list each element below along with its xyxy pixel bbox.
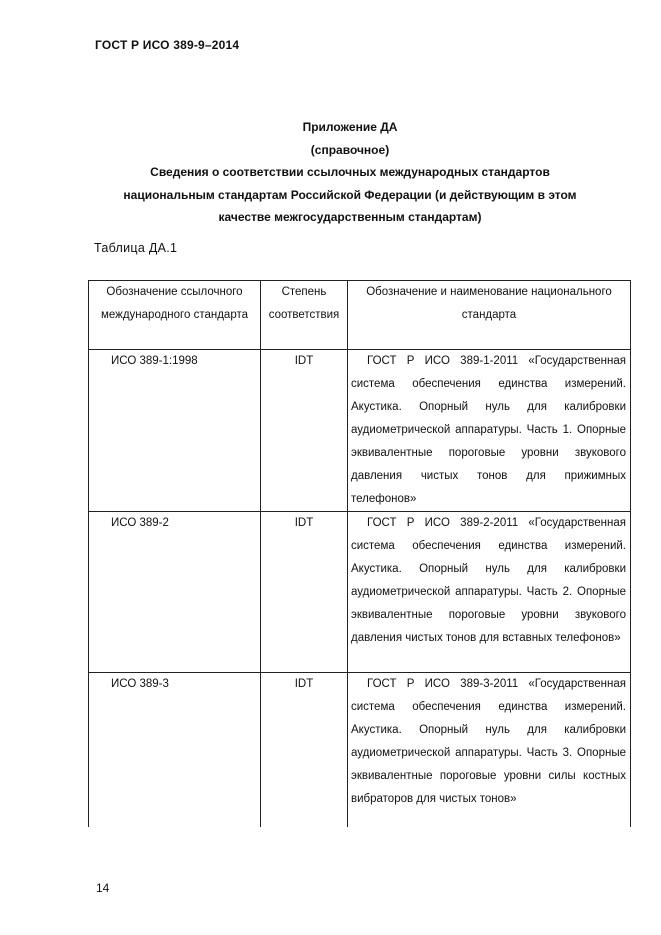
appendix-title-block bbox=[80, 116, 620, 229]
table-row bbox=[89, 673, 631, 828]
column-header-degree: Степень соответствия bbox=[261, 281, 348, 350]
document-header: ГОСТ Р ИСО 389-9–2014 bbox=[95, 38, 240, 52]
column-header-national-standard: Обозначение и наименование национального стандарта bbox=[348, 281, 631, 350]
national-standard-cell: ГОСТ Р ИСО 389-3-2011 «Государственная система обеспечения единства измерений. Акустика. Опорный нуль для калибровки аудиометрической аппаратуры. Часть 3. Опорные эквивалентные пороговые уровни силы костных вибраторов для чистых тонов» bbox=[348, 673, 631, 828]
table-header-row bbox=[89, 281, 631, 350]
reference-standard-cell: ИСО 389-2 bbox=[89, 512, 261, 673]
national-standard-cell: ГОСТ Р ИСО 389-2-2011 «Государственная система обеспечения единства измерений. Акустика. Опорный нуль для калибровки аудиометрической аппаратуры. Часть 2. Опорные эквивалентные пороговые уровни звукового давления чистых тонов для вставных телефонов» bbox=[348, 512, 631, 673]
appendix-heading-line: качестве межгосударственным стандартам) bbox=[218, 210, 482, 224]
table-row bbox=[89, 350, 631, 512]
degree-cell: IDT bbox=[261, 512, 348, 673]
reference-standard-cell: ИСО 389-3 bbox=[89, 673, 261, 828]
page-number: 14 bbox=[96, 881, 110, 895]
column-header-reference-standard: Обозначение ссылочного международного стандарта bbox=[89, 281, 261, 350]
national-standard-cell: ГОСТ Р ИСО 389-1-2011 «Государственная система обеспечения единства измерений. Акустика. Опорный нуль для калибровки аудиометрической аппаратуры. Часть 1. Опорные эквивалентные пороговые уровни звукового давления чистых тонов для прижимных телефонов» bbox=[348, 350, 631, 512]
standards-table bbox=[88, 280, 631, 827]
appendix-subtitle: (справочное) bbox=[310, 142, 390, 157]
appendix-title: Приложение ДА bbox=[302, 120, 398, 134]
table-caption: Таблица ДА.1 bbox=[94, 241, 178, 255]
appendix-heading-line: Сведения о соответствии ссылочных международных стандартов bbox=[150, 165, 550, 179]
reference-standard-cell: ИСО 389-1:1998 bbox=[89, 350, 261, 512]
degree-cell: IDT bbox=[261, 350, 348, 512]
degree-cell: IDT bbox=[261, 673, 348, 828]
appendix-heading-line: национальным стандартам Российской Федерации (и действующим в этом bbox=[123, 187, 577, 202]
table-row bbox=[89, 512, 631, 673]
